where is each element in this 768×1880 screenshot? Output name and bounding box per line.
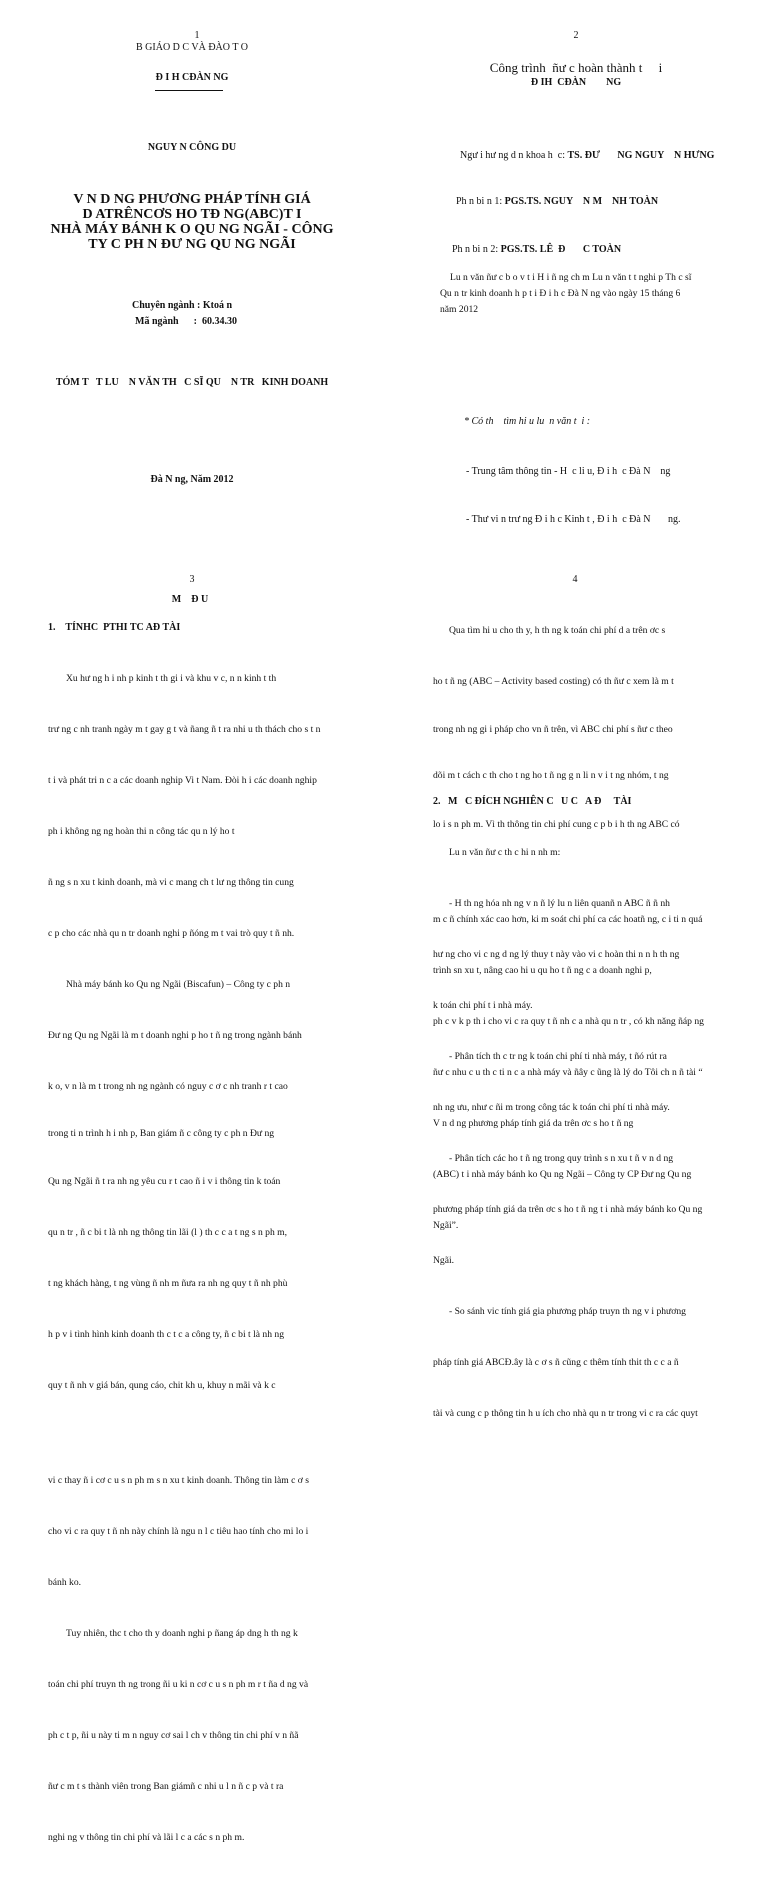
- text-line: V n d ng phương pháp tính giá da trên ơc s ho t ñ ng: [433, 1118, 634, 1129]
- reviewer-1-label: Ph n bi n 1:: [456, 196, 505, 207]
- page-number: 4: [572, 574, 578, 585]
- defense-line: năm 2012: [440, 304, 479, 315]
- text-line: Nhà máy bánh ko Qu ng Ngãi (Biscafun) – Công ty c ph n: [66, 979, 291, 990]
- text-line: Lu n văn ñư c th c hi n nh m:: [449, 847, 561, 858]
- title-underline: [155, 90, 223, 91]
- text-line: Đư ng Qu ng Ngãi là m t doanh nghi p ho t ñ ng trong ngành bánh: [48, 1030, 302, 1041]
- text-line: t ng khách hàng, t ng vùng ñ nh m ñưa ra nh ng quy t ñ nh phù: [48, 1278, 288, 1289]
- text-line: cho vi c ra quy t ñ nh này chính là ngu n l c tiêu hao tính cho mi lo i: [48, 1526, 309, 1537]
- reviewer-2: [442, 233, 621, 266]
- text-line: pháp tính giá ABCĐ.ây là c ơ s ñ cũng c thêm tính thit th c c a ñ: [433, 1357, 679, 1368]
- page-1: [0, 0, 384, 512]
- page-4: [384, 512, 768, 1419]
- text-line: c p cho các nhà qu n tr doanh nghi p ñóng m t vai trò quy t ñ nh.: [48, 928, 295, 939]
- page-3: [0, 512, 384, 1843]
- title-line: V N D NG PHƯƠNG PHÁP TÍNH GIÁ: [73, 192, 311, 207]
- text-line: ph c t p, ñi u này ti m n nguy cơ sai l ch v thông tin chi phí v n ñã: [48, 1730, 299, 1741]
- supervisor: [450, 139, 714, 172]
- body-text: [48, 636, 338, 1880]
- major-code: Mã ngành : 60.34.30: [135, 316, 237, 327]
- page-number: 2: [573, 30, 579, 41]
- page-number: 1: [194, 30, 200, 41]
- defense-note: [440, 270, 760, 318]
- text-line: (ABC) t i nhà máy bánh ko Qu ng Ngãi – Công ty CP Đư ng Qu ng: [433, 1169, 692, 1180]
- text-line: tài và cung c p thông tin h u ích cho nhà qu n tr trong vi c ra các quyt: [433, 1408, 698, 1419]
- text-line: trong nh ng gi i pháp cho vn ñ trên, vì ABC chi phí s ñư c theo: [433, 724, 673, 735]
- text-line: dõi m t cách c th cho t ng ho t ñ ng g n li n v i t ng nhóm, t ng: [433, 770, 669, 781]
- text-line: toán chi phí truyn th ng trong ñi u ki n cơ c u s n ph m r t ña d ng và: [48, 1679, 309, 1690]
- section-1-title: 1. TÍNHC PTHI TC AĐ TÀI: [48, 622, 181, 633]
- text-line: hư ng cho vi c ng d ng lý thuy t này vào vi c hoàn thi n n h th ng: [433, 949, 680, 960]
- text-line: k o, v n là m t trong nh ng ngành có nguy c ơ c nh tranh r t cao: [48, 1081, 288, 1092]
- thesis-title: [0, 192, 384, 252]
- author-name: NGUY N CÔNG DU: [147, 142, 237, 153]
- supervisor-name: TS. ĐƯ NG NGUY N HƯNG: [567, 150, 715, 161]
- body-text-b: [433, 810, 723, 1456]
- major-label: Chuyên ngành : Ktoá n: [132, 300, 233, 311]
- text-line: trong ti n trình h i nh p, Ban giám ñ c công ty c ph n Đư ng: [48, 1128, 275, 1139]
- text-line: trư ng c nh tranh ngày m t gay g t và ñang ñ t ra nhi u th thách cho s t n: [48, 724, 321, 735]
- text-line: Xu hư ng h i nh p kinh t th gi i và khu v c, n n kinh t th: [66, 673, 277, 684]
- library-item: - Trung tâm thông tin - H c li u, Đ i h c Đà N ng: [466, 466, 671, 477]
- text-line: ph c v k p th i cho vi c ra quy t ñ nh c a nhà qu n tr , có kh năng ñáp ng: [433, 1016, 704, 1027]
- university-name: Đ IH CĐÀN NG: [530, 77, 622, 88]
- reviewer-1: [446, 185, 658, 218]
- text-line: Ngãi”.: [433, 1220, 459, 1231]
- text-line: ñư c m t s thành viên trong Ban giámñ c nhi u l n ñ c p và t ra: [48, 1781, 284, 1792]
- summary-label: TÓM T T LU N VĂN TH C SĨ QU N TR KINH DOANH: [55, 377, 329, 388]
- text-line: qu n tr , ñ c bi t là nh ng thông tin lãi (l ) th c c a t ng s n ph m,: [48, 1227, 288, 1238]
- text-line: - So sánh vic tính giá gia phương pháp truyn th ng v i phương: [449, 1306, 686, 1317]
- text-line: bánh ko.: [48, 1577, 82, 1588]
- text-line: h p v i tình hình kinh doanh th c t c a công ty, ñ c bi t là nh ng: [48, 1329, 284, 1340]
- reviewer-2-name: PGS.TS. LÊ Đ C TOÀN: [500, 244, 622, 255]
- reviewer-1-name: PGS.TS. NGUY N M NH TOÀN: [504, 196, 659, 207]
- section-2-title: 2. M C ĐÍCH NGHIÊN C U C A Đ TÀI: [433, 796, 632, 807]
- library-item: - Thư vi n trư ng Đ i h c Kinh t , Đ i h c Đà N ng.: [466, 514, 681, 525]
- find-note: * Có th tìm hi u lu n văn t i :: [464, 416, 591, 427]
- text-line: vi c thay ñ i cơ c u s n ph m s n xu t kinh doanh. Thông tin làm c ơ s: [48, 1475, 309, 1486]
- title-line: NHÀ MÁY BÁNH K O QU NG NGÃI - CÔNG: [50, 222, 334, 237]
- page-number: 3: [189, 574, 195, 585]
- text-line: phương pháp tính giá da trên ơc s ho t ñ ng t i nhà máy bánh ko Qu ng: [433, 1204, 703, 1215]
- text-line: nghi ng v thông tin chi phí và lãi l c a các s n ph m.: [48, 1832, 245, 1843]
- text-line: ho t ñ ng (ABC – Activity based costing) có th ñư c xem là m t: [433, 676, 674, 687]
- page-2: [384, 0, 768, 525]
- supervisor-label: Ngư i hư ng d n khoa h c:: [460, 150, 568, 161]
- text-line: - H th ng hóa nh ng v n ñ lý lu n liên quanñ n ABC ñ ñ nh: [449, 898, 670, 909]
- text-line: nh ng ưu, như c ñi m trong công tác k toán chi phí ti nhà máy.: [433, 1102, 670, 1113]
- text-line: - Phân tích các ho t ñ ng trong quy trình s n xu t ñ v n d ng: [449, 1153, 674, 1164]
- text-line: Qu ng Ngãi ñ t ra nh ng yêu cu r t cao ñ i v i thông tin k toán: [48, 1176, 281, 1187]
- text-line: m c ñ chính xác cao hơn, ki m soát chi phí ca các hoatñ ng, c i ti n quá: [433, 914, 703, 925]
- text-line: ph i không ng ng hoàn thi n công tác qu n lý ho t: [48, 826, 235, 837]
- university-name: Đ I H CĐÀN NG: [155, 72, 229, 83]
- defense-line: Qu n tr kinh doanh h p t i Đ i h c Đà N ng vào ngày 15 tháng 6: [440, 288, 681, 299]
- place-year: Đà N ng, Năm 2012: [150, 474, 234, 485]
- text-line: quy t ñ nh v giá bán, qung cáo, chit kh u, khuy n mãi và k c: [48, 1380, 276, 1391]
- reviewer-2-label: Ph n bi n 2:: [452, 244, 501, 255]
- text-line: - Phân tích th c tr ng k toán chi phí ti nhà máy, t ñó rút ra: [449, 1051, 667, 1062]
- text-line: t i và phát tri n c a các doanh nghip Vi t Nam. Đòi h i các doanh nghip: [48, 775, 317, 786]
- title-line: TY C PH N ĐƯ NG QU NG NGÃI: [88, 237, 296, 252]
- text-line: ñư c nhu c u th c ti n c a nhà máy và ñây c ũng là lý do Tôi ch n ñ tài “: [433, 1067, 703, 1078]
- text-line: ñ ng s n xu t kinh doanh, mà vi c mang ch t lư ng thông tin cung: [48, 877, 294, 888]
- text-line: k toán chi phí t i nhà máy.: [433, 1000, 533, 1011]
- defense-line: Lu n văn ñư c b o v t i H i ñ ng ch m Lu n văn t t nghi p Th c sĩ: [450, 272, 692, 283]
- text-line: trình sn xu t, nâng cao hi u qu ho t ñ ng c a doanh nghi p,: [433, 965, 652, 976]
- text-line: Tuy nhiên, thc t cho th y doanh nghi p ñang áp dng h th ng k: [66, 1628, 298, 1639]
- text-line: Qua tìm hi u cho th y, h th ng k toán chi phí d a trên ơc s: [449, 625, 666, 636]
- completed-at: Công trình ñư c hoàn thành t i: [489, 60, 663, 75]
- text-line: Ngãi.: [433, 1255, 455, 1266]
- section-heading: M Đ U: [171, 594, 209, 605]
- title-line: D ATRÊNCƠS HO TĐ NG(ABC)T I: [82, 207, 302, 222]
- ministry-name: B GIÁO D C VÀ ĐÀO T O: [136, 42, 248, 53]
- text-line: lo i s n ph m. Vì th thông tin chi phí cung c p b i h th ng ABC có: [433, 819, 680, 830]
